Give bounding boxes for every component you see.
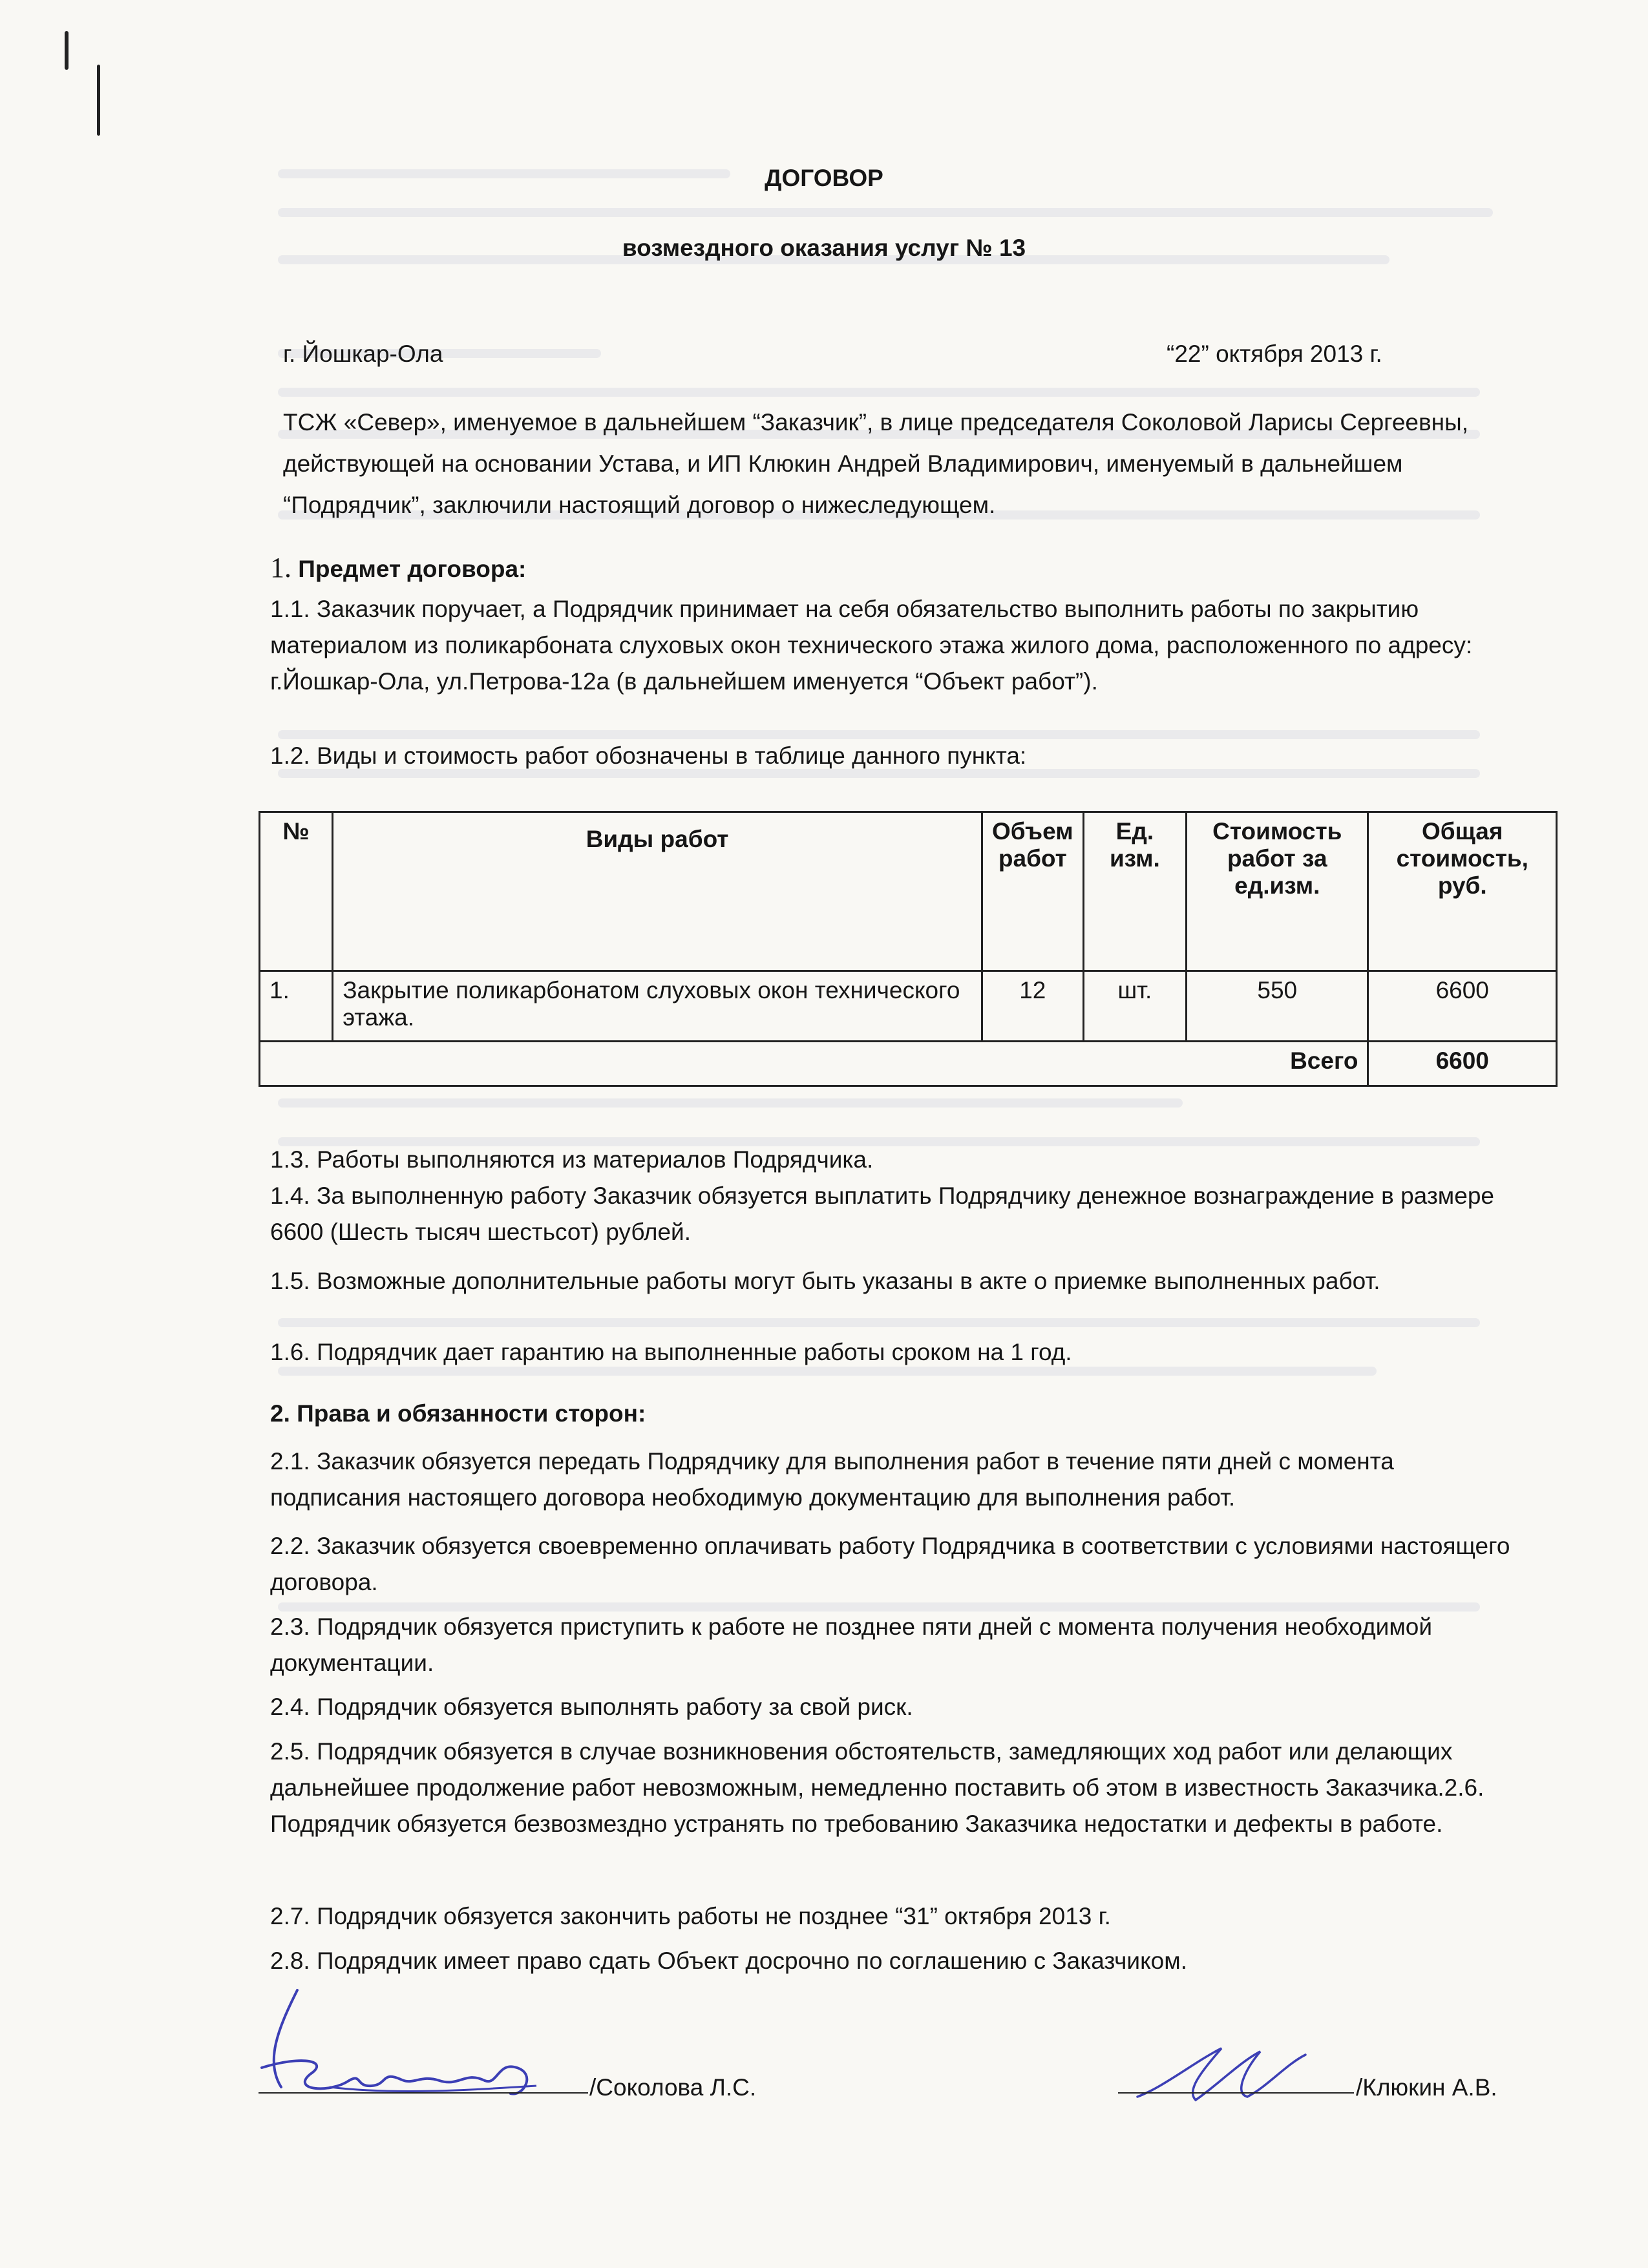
works-table <box>259 811 1558 1087</box>
right-signatory-name: /Клюкин А.В. <box>1356 2074 1497 2101</box>
clause-1-1: 1.1. Заказчик поручает, а Подрядчик принимает на себя обязательство выполнить работы по закрытию материалом из поликарбоната слуховых окон технического этажа жилого дома, расположенного по адресу: г.Йошкар-Ола, ул.Петрова-12а (в дальнейшем именуется “Объект работ”). <box>270 596 1473 695</box>
clause-1-3: 1.3. Работы выполняются из материалов Подрядчика. <box>270 1146 874 1173</box>
row-unit-price: 550 <box>1187 971 1368 1042</box>
intro-paragraph: ТСЖ «Север», именуемое в дальнейшем “Заказчик”, в лице председателя Соколовой Ларисы Сергеевны, действующей на основании Устава, и ИП Клюкин Андрей Владимирович, именуемый в дальнейшем “Подрядчик”, заключили настоящий договор о нижеследующем. <box>283 409 1468 518</box>
table-row <box>260 971 1557 1042</box>
clause-2-1: 2.1. Заказчик обязуется передать Подрядчику для выполнения работ в течение пяти дней с момента подписания настоящего договора необходимую документацию для выполнения работ. <box>270 1448 1394 1511</box>
clause-1-6: 1.6. Подрядчик дает гарантию на выполненные работы сроком на 1 год. <box>270 1339 1072 1365</box>
left-signature-line <box>259 2092 588 2094</box>
header-quantity: Объем работ <box>982 812 1083 971</box>
document-title: ДОГОВОР <box>765 165 883 191</box>
total-label: Всего <box>260 1042 1368 1086</box>
clause-2-7: 2.7. Подрядчик обязуется закончить работы не позднее “31” октября 2013 г. <box>270 1903 1111 1929</box>
row-unit: шт. <box>1083 971 1186 1042</box>
header-work-types: Виды работ <box>333 812 982 971</box>
left-handwritten-signature <box>252 1984 588 2113</box>
section-1-number: 1. <box>270 552 291 583</box>
scan-edge-mark <box>97 65 100 136</box>
table-header-row <box>260 812 1557 971</box>
section-2-heading: 2. Права и обязанности сторон: <box>270 1400 646 1427</box>
header-unit: Ед. изм. <box>1083 812 1186 971</box>
row-quantity: 12 <box>982 971 1083 1042</box>
document-subtitle: возмездного оказания услуг № 13 <box>622 235 1026 261</box>
right-handwritten-signature <box>1125 2035 1370 2113</box>
date: “22” октября 2013 г. <box>1167 341 1382 367</box>
row-number: 1. <box>260 971 333 1042</box>
right-signature-line <box>1118 2092 1354 2094</box>
clause-2-8: 2.8. Подрядчик имеет право сдать Объект досрочно по соглашению с Заказчиком. <box>270 1948 1187 1974</box>
city: г. Йошкар-Ола <box>283 341 443 367</box>
clause-1-5: 1.5. Возможные дополнительные работы могут быть указаны в акте о приемке выполненных работ. <box>270 1268 1380 1294</box>
table-total-row <box>260 1042 1557 1086</box>
row-work-type: Закрытие поликарбонатом слуховых окон технического этажа. <box>333 971 982 1042</box>
clause-2-4: 2.4. Подрядчик обязуется выполнять работу за свой риск. <box>270 1694 913 1720</box>
clause-1-4: 1.4. За выполненную работу Заказчик обязуется выплатить Подрядчику денежное вознаграждение в размере 6600 (Шесть тысяч шестьсот) рублей. <box>270 1182 1494 1245</box>
clause-2-2: 2.2. Заказчик обязуется своевременно оплачивать работу Подрядчика в соответствии с условиями настоящего договора. <box>270 1533 1510 1595</box>
header-number: № <box>260 812 333 971</box>
scan-edge-mark <box>65 31 69 70</box>
section-1-heading <box>270 550 1537 587</box>
header-total-cost: Общая стоимость, руб. <box>1368 812 1557 971</box>
clause-2-5-2-6: 2.5. Подрядчик обязуется в случае возникновения обстоятельств, замедляющих ход работ или делающих дальнейшее продолжение работ невозможным, немедленно поставить об этом в известность Заказчика.2.6. Подрядчик обязуется безвозмездно устранять по требованию Заказчика недостатки и дефекты в работе. <box>270 1738 1484 1837</box>
row-total-cost: 6600 <box>1368 971 1557 1042</box>
clause-2-3: 2.3. Подрядчик обязуется приступить к работе не позднее пяти дней с момента получения необходимой документации. <box>270 1613 1433 1676</box>
left-signatory-name: /Соколова Л.С. <box>589 2074 757 2101</box>
section-1-title: Предмет договора: <box>298 556 527 582</box>
clause-1-2: 1.2. Виды и стоимость работ обозначены в таблице данного пункта: <box>270 742 1027 769</box>
total-value: 6600 <box>1368 1042 1557 1086</box>
header-unit-price: Стоимость работ за ед.изм. <box>1187 812 1368 971</box>
